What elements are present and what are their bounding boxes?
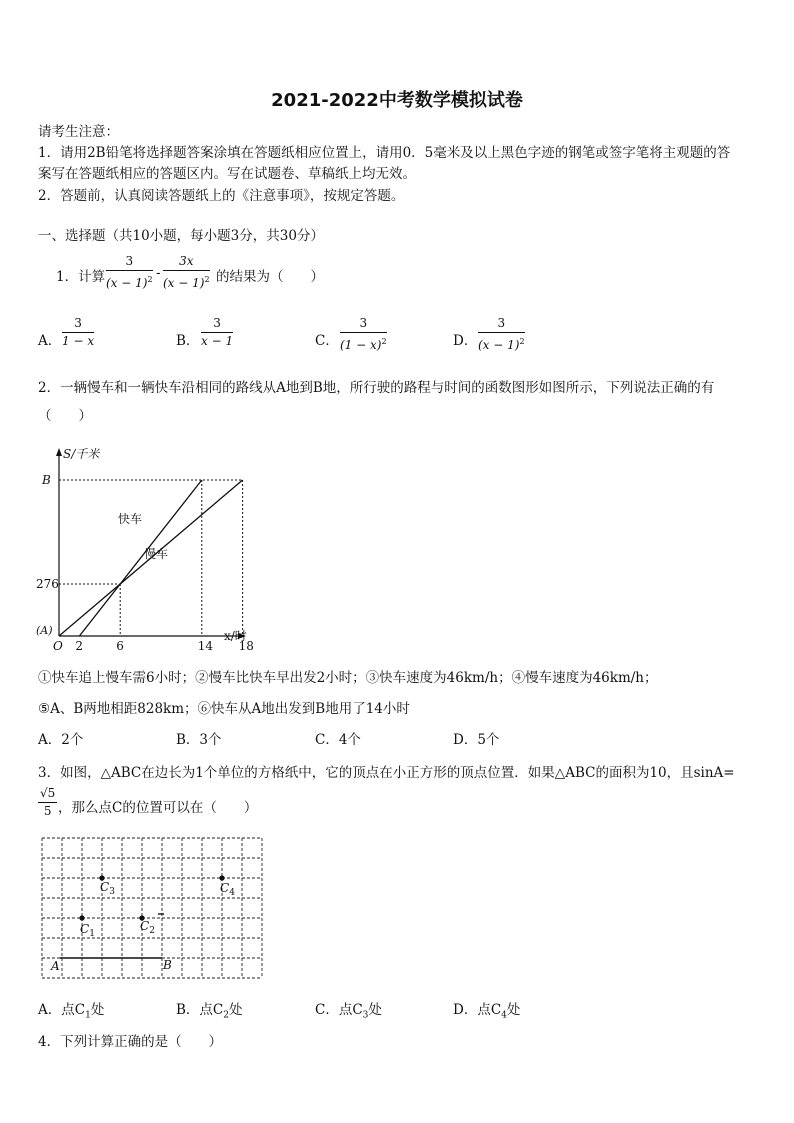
q3-sina-num: √5 [38,786,57,803]
label-c4: $C_4$ [220,881,235,898]
q1-option-c-num: 3 [340,316,387,333]
section-heading: 一、选择题（共10小题，每小题3分，共30分） [38,228,324,244]
y-axis-label: S/千米 [63,447,100,461]
page-title: 2021-2022中考数学模拟试卷 [271,90,523,111]
x-tick-2: 2 [75,639,84,653]
origin-label-a: (A) [36,624,53,637]
origin-label-o: O [53,639,63,653]
q3-grid-figure [40,836,266,982]
notice-line-1a: 1．请用2B铅笔将选择题答案涂填在答题纸相应位置上，请用0．5毫米及以上黑色字迹的钢笔或签字笔将主观题的答 [38,145,731,161]
q2-option-a: A．2个 [38,732,84,748]
q3-line-1: 3．如图，△ABC在边长为1个单位的方格纸中，它的顶点在小正方形的顶点位置．如果△ABC的面积为10，且sinA= [38,765,735,781]
q3-option-c: C．点$C_3$处 [315,1002,382,1021]
q2-statements-1: ①快车追上慢车需6小时；②慢车比快车早出发2小时；③快车速度为46km/h；④慢车速度为46km/h； [38,670,658,686]
q1-option-d-exp: 2 [519,337,525,346]
point-c1 [79,915,84,920]
x-axis-label: x/时 [224,629,247,643]
q1-option-d-num: 3 [478,316,525,333]
label-a: A [51,959,60,973]
q1-option-d-den: (x − 1) [478,338,520,352]
notice-line-1b: 案写在答题纸相应的答题区内。写在试题卷、草稿纸上均无效。 [38,166,416,182]
q2-distance-time-chart [34,444,264,660]
q1-option-c-label: C． [315,333,339,349]
q1-minus: - [156,265,161,281]
q2-option-c: C．4个 [315,732,361,748]
y-tick-b: B [42,473,51,487]
series-line-fast-car [79,480,201,636]
q2-option-d: D．5个 [453,732,500,748]
q1-prefix: 1．计算 [56,269,106,285]
q1-frac1-exp: 2 [147,275,153,284]
point-c4 [219,875,224,880]
q4-line-1: 4．下列计算正确的是（ ） [38,1034,223,1050]
x-tick-14: 14 [197,639,214,653]
series-label-fast-car: 快车 [118,512,143,526]
q2-statements-2: ⑤A、B两地相距828km；⑥快车从A地出发到B地用了14小时 [38,701,410,717]
q1-suffix: 的结果为（ ） [216,269,324,285]
q1-frac1-num: 3 [106,254,153,271]
label-b: B [163,958,172,972]
q1-option-a-num: 3 [62,316,94,333]
y-axis-arrow [56,448,62,456]
q2-line-1: 2．一辆慢车和一辆快车沿相同的路线从A地到B地，所行驶的路程与时间的函数图形如图所示，下列说法正确的有 [38,380,715,396]
x-tick-6: 6 [116,639,124,653]
q2-option-b: B．3个 [176,732,222,748]
q1-option-c [340,316,387,353]
notice-line-2: 2．答题前，认真阅读答题纸上的《注意事项》，按规定答题。 [38,188,405,204]
q1-option-d-label: D． [453,333,478,349]
x-tick-18: 18 [238,639,254,653]
q1-option-c-den: (1 − x) [340,338,382,352]
series-label-slow-car: 慢车 [144,547,169,561]
q3-option-d: D．点$C_4$处 [453,1002,521,1021]
q1-option-d [478,316,525,353]
q3-sina-den: 5 [43,804,52,818]
label-c2: $C_2$ [140,919,155,936]
q1-option-b [201,316,233,349]
q1-frac2-exp: 2 [204,275,210,284]
q1-option-a-den: 1 − x [62,334,95,348]
q1-fraction-2 [163,254,210,291]
q1-option-a [62,316,94,349]
q3-sina-fraction [38,786,57,819]
q1-option-b-num: 3 [201,316,233,333]
label-c3: $C_3$ [100,880,115,897]
q3-line-2: ，那么点C的位置可以在（ ） [58,800,258,816]
q1-option-c-exp: 2 [381,337,387,346]
q1-frac2-num: 3x [163,254,210,271]
y-tick-276: 276 [36,577,59,591]
q1-option-a-label: A． [38,333,62,349]
notice-heading: 请考生注意： [38,124,119,140]
label-c1: $C_1$ [80,922,95,939]
q3-option-b: B．点$C_2$处 [176,1002,243,1021]
q3-option-a: A．点$C_1$处 [38,1002,105,1021]
q2-line-2: （ ） [38,408,92,424]
q1-option-b-label: B． [176,333,200,349]
q1-frac1-den: (x − 1) [106,276,148,290]
q1-frac2-den: (x − 1) [163,276,205,290]
q1-fraction-1 [106,254,153,291]
q1-option-b-den: x − 1 [201,334,234,348]
